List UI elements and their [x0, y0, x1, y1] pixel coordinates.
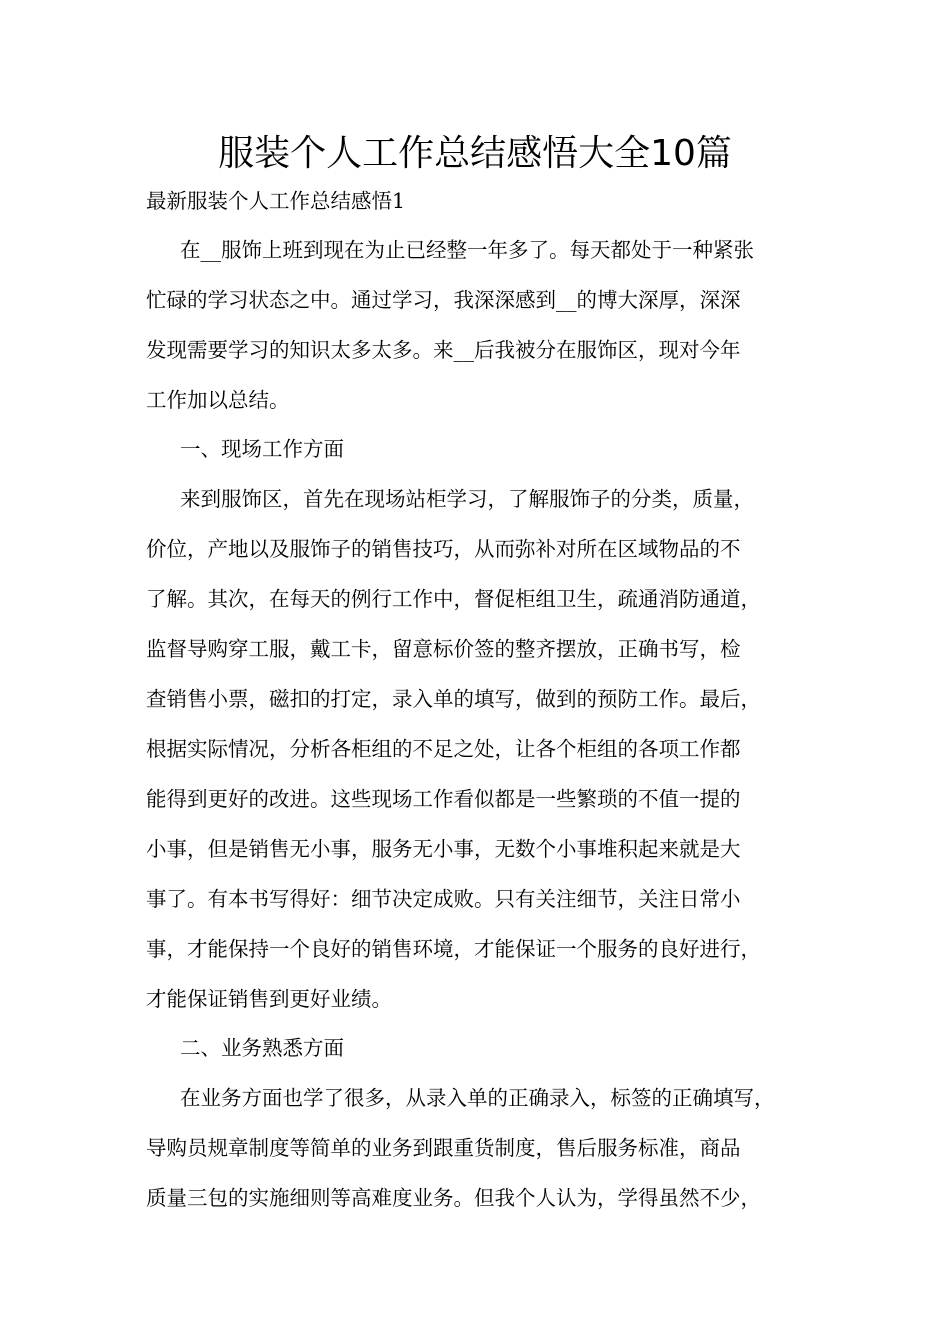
paragraph-line: 监督导购穿工服，戴工卡，留意标价签的整齐摆放，正确书写，检: [146, 637, 741, 661]
paragraph-line: 发现需要学习的知识太多太多。来__后我被分在服饰区，现对今年: [146, 338, 741, 362]
paragraph-line: 查销售小票，磁扣的打定，录入单的填写，做到的预防工作。最后，: [146, 687, 761, 711]
paragraph-line: 根据实际情况，分析各柜组的不足之处，让各个柜组的各项工作都: [146, 737, 741, 761]
paragraph-line: 质量三包的实施细则等高难度业务。但我个人认为，学得虽然不少，: [146, 1186, 761, 1210]
paragraph-line: 来到服饰区，首先在现场站柜学习，了解服饰子的分类，质量，: [180, 487, 754, 511]
paragraph-line: 事了。有本书写得好：细节决定成败。只有关注细节，关注日常小: [146, 887, 741, 911]
paragraph-line: 在__服饰上班到现在为止已经整一年多了。每天都处于一种紧张: [180, 238, 754, 262]
section-heading: 一、现场工作方面: [180, 437, 344, 461]
paragraph-line: 了解。其次，在每天的例行工作中，督促柜组卫生，疏通消防通道，: [146, 587, 761, 611]
document-title: 服装个人工作总结感悟大全10篇: [218, 133, 732, 174]
paragraph-line: 才能保证销售到更好业绩。: [146, 987, 392, 1011]
section-heading: 最新服装个人工作总结感悟1: [146, 189, 406, 213]
paragraph-line: 工作加以总结。: [146, 388, 290, 412]
paragraph-line: 事，才能保持一个良好的销售环境，才能保证一个服务的良好进行，: [146, 937, 761, 961]
section-heading: 二、业务熟悉方面: [180, 1036, 344, 1060]
paragraph-line: 导购员规章制度等简单的业务到跟重货制度，售后服务标准，商品: [146, 1136, 741, 1160]
paragraph-line: 价位，产地以及服饰子的销售技巧，从而弥补对所在区域物品的不: [146, 537, 741, 561]
paragraph-line: 小事，但是销售无小事，服务无小事，无数个小事堆积起来就是大: [146, 837, 741, 861]
paragraph-line: 能得到更好的改进。这些现场工作看似都是一些繁琐的不值一提的: [146, 787, 741, 811]
paragraph-line: 忙碌的学习状态之中。通过学习，我深深感到__的博大深厚，深深: [146, 288, 741, 312]
paragraph-line: 在业务方面也学了很多，从录入单的正确录入，标签的正确填写，: [180, 1086, 775, 1110]
